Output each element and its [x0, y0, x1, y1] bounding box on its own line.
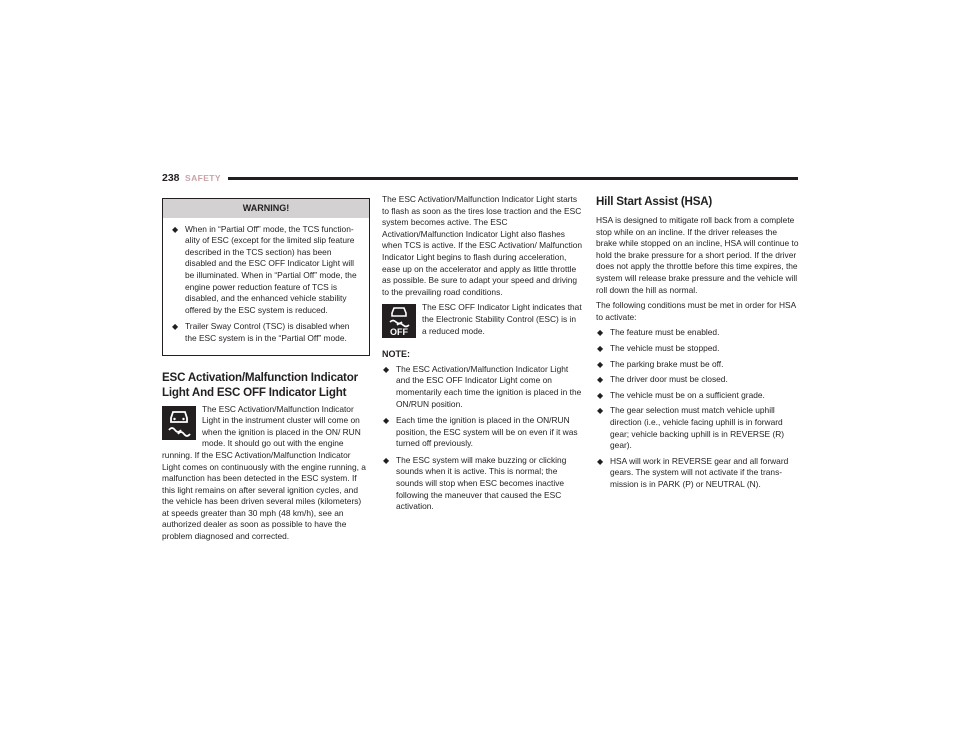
esc-paragraph-1-text: The ESC Activation/Malfunction Indicator Light in the instrument cluster will come on when the ignition is placed in the ON/ RUN mode. It should go out with the engine running. If the ESC Activation/Malfunction Indicator Light comes on continuously with the engine running, a malfunction has been detected in the ESC system. If this light remains on after several ignition cycles, and the vehicle has been driven several miles (kilometers) at speeds greater than 30 mph (48 km/h), see an authorized dealer as soon as possible to have the problem diagnosed and corrected. [162, 403, 366, 542]
section-title: SAFETY [185, 173, 221, 183]
esc-paragraph-2: The ESC Activation/Malfunction Indicator Light starts to flash as soon as the tires lose traction and the ESC system becomes active. The ESC Activation/Malfunction Indicator Light also flashes when TCS is active. If the ESC Activation/ Malfunction Indicator Light begins to flash during acceleration, ease up on the accelerator and apply as little throttle as possible. Be sure to adapt your speed and driving to the prevailing road conditions. [382, 194, 583, 297]
hsa-condition-item: ◆ The vehicle must be on a sufficient grade. [596, 390, 800, 402]
hsa-paragraph-2: The following conditions must be met in order for HSA to activate: [596, 300, 796, 322]
note-list [382, 364, 582, 513]
hsa-condition-item: ◆ The feature must be enabled. [596, 327, 800, 339]
page-header [162, 172, 798, 186]
header-rule [228, 177, 798, 180]
esc-paragraph-3 [382, 302, 582, 337]
hsa-condition-item: ◆ The vehicle must be stopped. [596, 343, 800, 355]
warning-item: ◆ Trailer Sway Control (TSC) is disabled when the ESC system is in the “Partial Off” mode. [171, 321, 361, 344]
hsa-condition-item: ◆ HSA will work in REVERSE gear and all forward gears. The system will not activate if the trans-mission is in PARK (P) or NEUTRAL (N). [596, 456, 800, 491]
hsa-heading: Hill Start Assist (HSA) [596, 195, 713, 208]
esc-heading: ESC Activation/Malfunction Indicator Light And ESC OFF Indicator Light [162, 370, 358, 399]
warning-item: ◆ When in “Partial Off” mode, the TCS function-ality of ESC (except for the limited slip feature described in the TCS section) has been disabled and the ESC OFF Indicator Light will be illuminated. When in “Partial Off” mode, the engine power reduction feature of TCS is disabled, and the enhanced vehicle stability offered by the ESC system is reduced. [171, 224, 361, 317]
page-number: 238 [162, 172, 180, 184]
esc-off-icon-text: OFF [390, 327, 408, 338]
hsa-condition-item: ◆ The gear selection must match vehicle uphill direction (i.e., vehicle facing uphill is in forward gear; vehicle backing uphill is in REVERSE (R) gear). [596, 405, 800, 451]
esc-paragraph-3-text: The ESC OFF Indicator Light indicates that the Electronic Stability Control (ESC) is in a reduced mode. [422, 302, 582, 336]
note-label: NOTE: [382, 349, 410, 360]
hsa-condition-item: ◆ The driver door must be closed. [596, 374, 800, 386]
esc-paragraph-1 [162, 404, 370, 543]
column-right [596, 194, 800, 494]
warning-title: WARNING! [163, 199, 369, 218]
note-item: ◆ The ESC system will make buzzing or clicking sounds when it is active. This is normal; the sounds will stop when ESC becomes inactive following the maneuver that caused the ESC activation. [382, 455, 582, 513]
warning-box [162, 198, 370, 356]
note-item: ◆ Each time the ignition is placed in the ON/RUN position, the ESC system will be on even if it was turned off previously. [382, 415, 582, 450]
hsa-conditions-list [596, 327, 800, 490]
hsa-condition-item: ◆ The parking brake must be off. [596, 359, 800, 371]
esc-activation-icon [162, 406, 196, 440]
esc-off-icon [382, 304, 416, 338]
column-left [162, 198, 370, 547]
column-middle [382, 194, 582, 518]
hsa-paragraph-1: HSA is designed to mitigate roll back from a complete stop while on an incline. If the driver releases the brake while stopped on an incline, HSA will continue to hold the brake pressure for a short period. If the driver does not apply the throttle before this time expires, the system will release brake pressure and the vehicle will roll down the hill as normal. [596, 215, 799, 295]
warning-list [163, 218, 369, 355]
note-item: ◆ The ESC Activation/Malfunction Indicator Light and the ESC OFF Indicator Light come on momentarily each time the ignition is placed in the ON/RUN position. [382, 364, 582, 410]
